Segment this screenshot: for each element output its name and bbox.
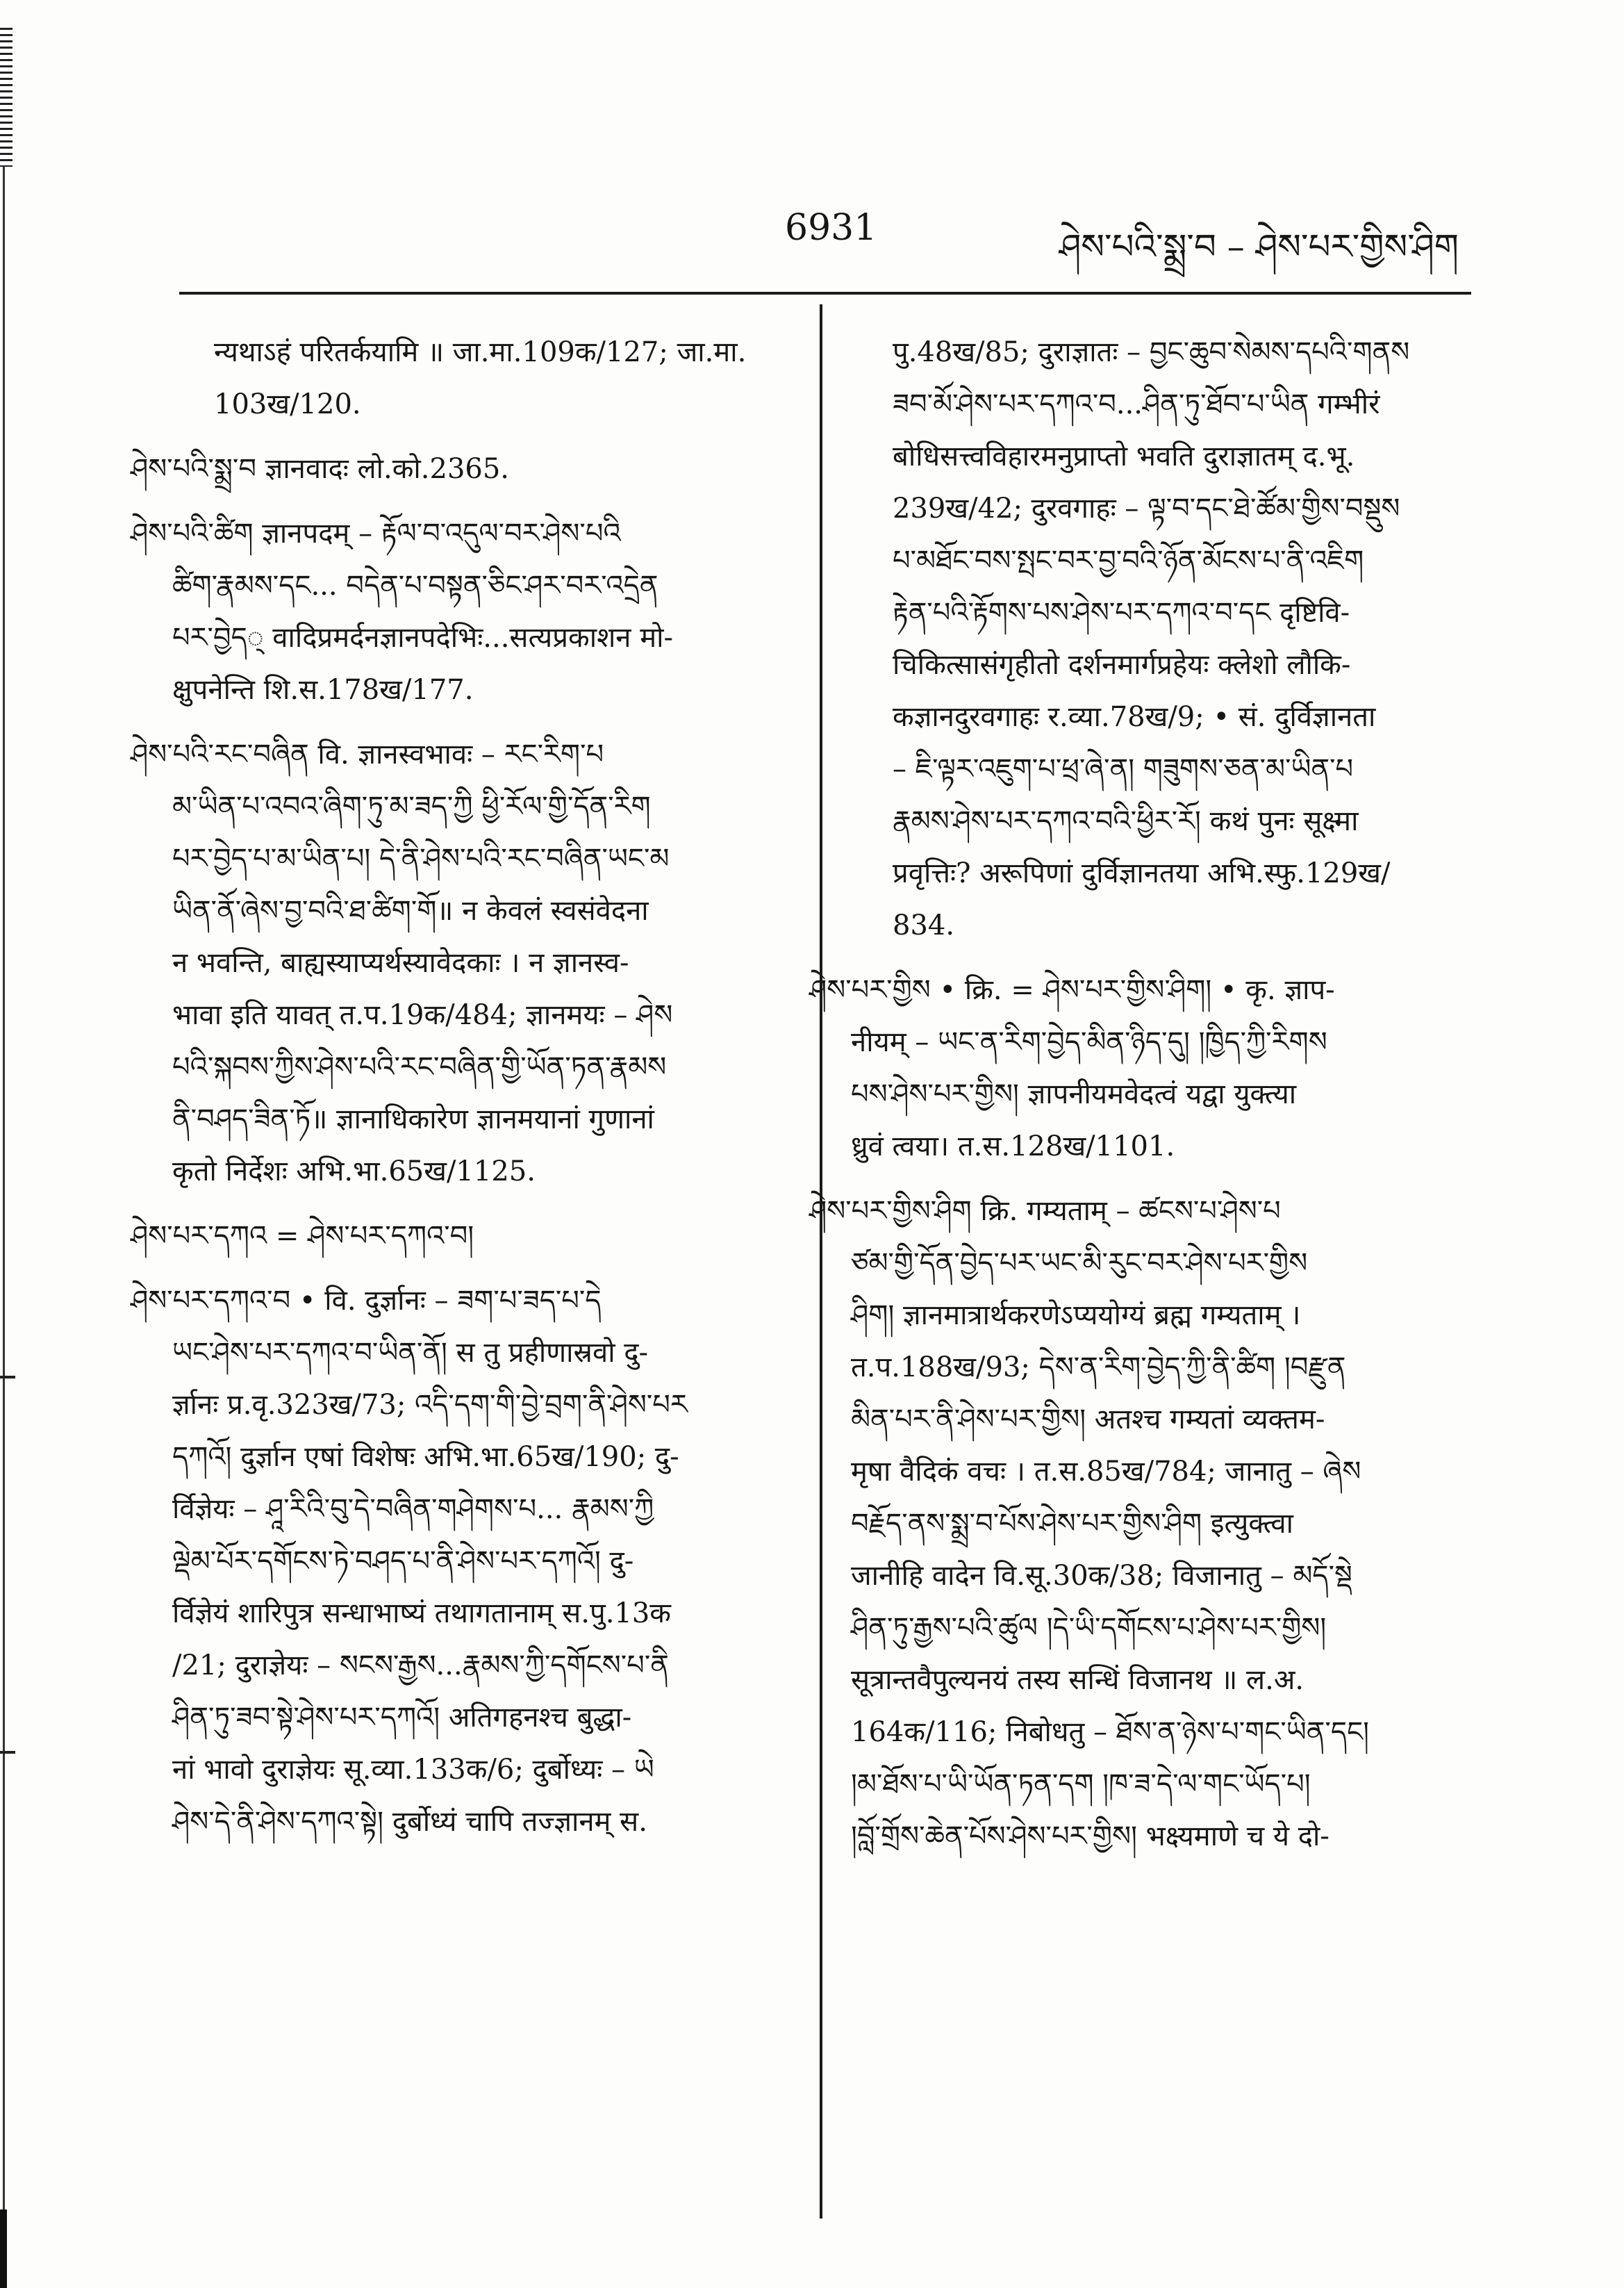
entry-line: པ་མཐོང་བས་སྤང་བར་བྱ་བའི་ཉོན་མོངས་པ་ནི་འཇིག xyxy=(893,545,1364,577)
entry-line: त.प.188ख/93; དེས་ན་རིག་བྱེད་ཀྱི་ནི་ཚིག །བརྫུན xyxy=(851,1351,1346,1383)
entry-line: ཙམ་གྱི་དོན་བྱེད་པར་ཡང་མི་རུང་བར་ཤེས་པར་གྱིས xyxy=(851,1247,1308,1279)
entry-line: ཤེས་པར་དཀའ = ཤེས་པར་དཀའ་བ། xyxy=(131,1220,474,1252)
entry-line: ནི་བཤད་ཟིན་ཏོ॥ ज्ञानाधिकारेण ज्ञानमयानां गुणानां xyxy=(172,1103,654,1135)
entry-line: ཤེས་པར་གྱིས • क्रि. = ཤེས་པར་གྱིས་ཤིག། • कृ. ज्ञाप- xyxy=(809,974,1335,1006)
left-column xyxy=(131,327,801,1861)
dictionary-entry xyxy=(809,964,1476,1173)
scan-edge-line xyxy=(3,167,5,2209)
entry-line: ཤིན་ཏུ་རྒྱས་པའི་ཚུལ །དེ་ཡི་དགོངས་པ་ཤེས་པར་གྱིས། xyxy=(851,1612,1327,1644)
entry-line: ལྡེམ་པོར་དགོངས་ཏེ་བཤད་པ་ནི་ཤེས་པར་དཀའོ། दु- xyxy=(172,1545,634,1577)
entry-line: པར་བྱེད་པ་མ་ཡིན་པ། དེ་ནི་ཤེས་པའི་རང་བཞིན་ཡང་མ xyxy=(172,843,670,875)
entry-line: ཡིན་ནོ་ཞེས་བྱ་བའི་ཐ་ཚིག་གོ॥ न केवलं स्वसंवेदना xyxy=(172,895,649,927)
scan-edge-artifact xyxy=(0,28,13,167)
entry-line: न्यथाऽहं परितर्कयामि ॥ जा.मा.109क/127; जा.मा. xyxy=(214,336,747,368)
entry-line: 164क/116; निबोधतु – ཐོས་ན་ཉེས་པ་གང་ཡིན་དང། xyxy=(851,1716,1369,1748)
dictionary-entry xyxy=(809,1185,1476,1863)
entry-line: क्षुपनेन्ति शि.स.178ख/177. xyxy=(172,674,474,706)
entry-line: – ཇི་ལྟར་འཇུག་པ་ཕྲ་ཞེ་ན། གཟུགས་ཅན་མ་ཡིན་པ xyxy=(893,753,1354,785)
entry-line: ཟབ་མོ་ཤེས་པར་དཀའ་བ...ཤིན་ཏུ་ཐོབ་པ་ཡིན गम्भीरं xyxy=(893,388,1380,420)
entry-line: ཤེས་པའི་ཚིག ज्ञानपदम् – རྟོལ་བ་འདུལ་བར་ཤེས་པའི xyxy=(131,518,621,550)
dictionary-entry xyxy=(131,1275,801,1848)
entry-line: པར་བྱེད् वादिप्रमर्दनज्ञानपदेभिः...सत्यप्रकाशन मो- xyxy=(172,622,674,654)
dictionary-entry xyxy=(131,508,801,716)
entry-line: ཤེས་པའི་སྨྲ་བ ज्ञानवादः लो.को.2365. xyxy=(131,453,510,485)
entry-line: 103ख/120. xyxy=(214,388,361,420)
dictionary-entry xyxy=(172,327,801,431)
entry-line: न भवन्ति, बाह्यस्याप्यर्थस्यावेदकाः । न ज्ञानस्व- xyxy=(172,947,629,979)
entry-line: པས་ཤེས་པར་གྱིས། ज्ञापनीयमवेदत्वं यद्वा युक्त्या xyxy=(851,1078,1297,1110)
entry-line: དཀའོ། दुर्ज्ञान एषां विशेषः अभि.भा.65ख/190; दु- xyxy=(172,1441,679,1473)
entry-line: ध्रुवं त्वया। त.स.128ख/1101. xyxy=(851,1130,1175,1162)
right-column xyxy=(809,327,1476,1875)
entry-line: सूत्रान्तवैपुल्यनयं तस्य सन्धिं विजानथ ॥ ल.अ. xyxy=(851,1664,1304,1696)
entry-line: र्विज्ञेयः – ཤཱ་རིའི་བུ་དེ་བཞིན་གཤེགས་པ... རྣམས་ཀྱི xyxy=(172,1493,654,1525)
entry-line: ཚིག་རྣམས་དང... བདེན་པ་བསྟན་ཅིང་ཤར་བར་འདྲེན xyxy=(172,570,658,602)
entry-line: བརྗོད་ནས་སྨྲ་བ་པོས་ཤེས་པར་གྱིས་ཤིག इत्युक्त्वा xyxy=(851,1508,1293,1540)
entry-line: नीयम् – ཡང་ན་རིག་བྱེད་མིན་ཉིད་དུ། །ཁྱིད་ཀྱི་རིགས xyxy=(851,1026,1327,1058)
entry-line: རྣམས་ཤེས་པར་དཀའ་བའི་ཕྱིར་རོ། कथं पुनः सूक्ष्मा xyxy=(893,805,1359,837)
dictionary-entry xyxy=(131,1210,801,1262)
entry-line: །མ་ཐོས་པ་ཡི་ཡོན་ཏན་དག །ཁ་ཟ་དེ་ལ་གང་ཡོད་པ། xyxy=(851,1768,1311,1800)
entry-line: बोधिसत्त्वविहारमनुप्राप्तो भवति दुराज्ञातम् द.भू. xyxy=(893,441,1355,472)
dictionary-entry xyxy=(851,327,1476,952)
entry-line: མིན་པར་ནི་ཤེས་པར་གྱིས། अतश्च गम्यतां व्यक्तम- xyxy=(851,1404,1325,1435)
entry-line: ཤེས་པར་དཀའ་བ • वि. दुर्ज्ञानः – ཟག་པ་ཟད་པ་དེ xyxy=(131,1285,602,1317)
entry-line: ཤེས་དེ་ནི་ཤེས་དཀའ་སྟེ། दुर्बोध्यं चापि तज्ज्ञानम् स. xyxy=(172,1806,647,1838)
entry-line: ཡང་ཤེས་པར་དཀའ་བ་ཡིན་ནོ། स तु प्रहीणास्रवो दु- xyxy=(172,1337,649,1369)
entry-line: चिकित्सासंगृहीतो दर्शनमार्गप्रहेयः क्लेशो लौकि- xyxy=(893,649,1351,681)
page-header xyxy=(174,201,1473,271)
entry-line: ཤེས་པར་གྱིས་ཤིག क्रि. गम्यताम् – ཚངས་པ་ཤེས་པ xyxy=(809,1195,1281,1227)
dictionary-entry xyxy=(131,443,801,495)
dictionary-entry xyxy=(131,729,801,1198)
page-number: 6931 xyxy=(785,207,877,249)
scan-edge-corner xyxy=(0,2209,42,2288)
entry-line: ཤིན་ཏུ་ཟབ་སྟེ་ཤེས་པར་དཀའོ། अतिगहनश्च बुद्धा- xyxy=(172,1702,632,1734)
entry-line: कज्ञानदुरवगाहः र.व्या.78ख/9; • सं. दुर्विज्ञानता xyxy=(893,701,1376,733)
running-head: ཤེས་པའི་སྨྲ་བ – ཤེས་པར་གྱིས་ཤིག xyxy=(1059,227,1459,267)
entry-line: र्ज्ञानः प्र.वृ.323ख/73; འདི་དག་གི་བྱེ་བྲག་ནི་ཤེས་པར xyxy=(172,1389,688,1421)
scan-edge-tick xyxy=(0,1751,15,1754)
entry-line: नां भावो दुराज्ञेयः सू.व्या.133क/6; दुर्बोध्यः – ཡེ xyxy=(172,1754,654,1786)
entry-line: जानीहि वादेन वि.सू.30क/38; विजानातु – མདོ་སྡེ xyxy=(851,1560,1352,1592)
entry-line: ཤེས་པའི་རང་བཞིན वि. ज्ञानस्वभावः – རང་རིག་པ xyxy=(131,739,604,771)
entry-line: 834. xyxy=(893,910,955,941)
entry-line: र्विज्ञेयं शारिपुत्र सन्धाभाष्यं तथागतानाम् स.पु.13क xyxy=(172,1597,672,1629)
column-divider xyxy=(820,304,822,2219)
entry-line: །བློ་གྲོས་ཆེན་པོས་ཤེས་པར་གྱིས། भक्ष्यमाणे च ये दो- xyxy=(851,1820,1329,1852)
entry-line: པའི་སྐབས་ཀྱིས་ཤེས་པའི་རང་བཞིན་གྱི་ཡོན་ཏན་རྣམས xyxy=(172,1051,667,1083)
entry-line: 239ख/42; दुरवगाहः – ལྟ་བ་དང་ཐེ་ཚོམ་གྱིས་བསྡུས xyxy=(893,493,1400,525)
scan-edge-tick xyxy=(0,1376,15,1378)
entry-line: मृषा वैदिकं वचः । त.स.85ख/784; जानातु – ཞེས xyxy=(851,1456,1361,1488)
entry-line: प्रवृत्तिः? अरूपिणां दुर्विज्ञानतया अभि.स्फु.129ख/ xyxy=(893,857,1391,889)
entry-line: पु.48ख/85; दुराज्ञातः – བྱང་ཆུབ་སེམས་དཔའི་གནས xyxy=(893,336,1410,368)
entry-line: རྟེན་པའི་རྟོགས་པས་ཤེས་པར་དཀའ་བ་དང दृष्टिवि- xyxy=(893,597,1350,629)
entry-line: भावा इति यावत् त.प.19क/484; ज्ञानमयः – ཤེས xyxy=(172,999,673,1031)
entry-line: མ་ཡིན་པ་འབའ་ཞིག་ཏུ་མ་ཟད་ཀྱི ཕྱི་རོལ་གྱི་དོན་རིག xyxy=(172,791,651,823)
header-rule xyxy=(179,292,1471,295)
entry-line: ཤིག། ज्ञानमात्रार्थकरणेऽप्ययोग्यं ब्रह्म गम्यताम् । xyxy=(851,1299,1301,1331)
entry-line: /21; दुराज्ञेयः – སངས་རྒྱས...རྣམས་ཀྱི་དགོངས་པ་ནི xyxy=(172,1649,669,1681)
entry-line: कृतो निर्देशः अभि.भा.65ख/1125. xyxy=(172,1155,536,1187)
